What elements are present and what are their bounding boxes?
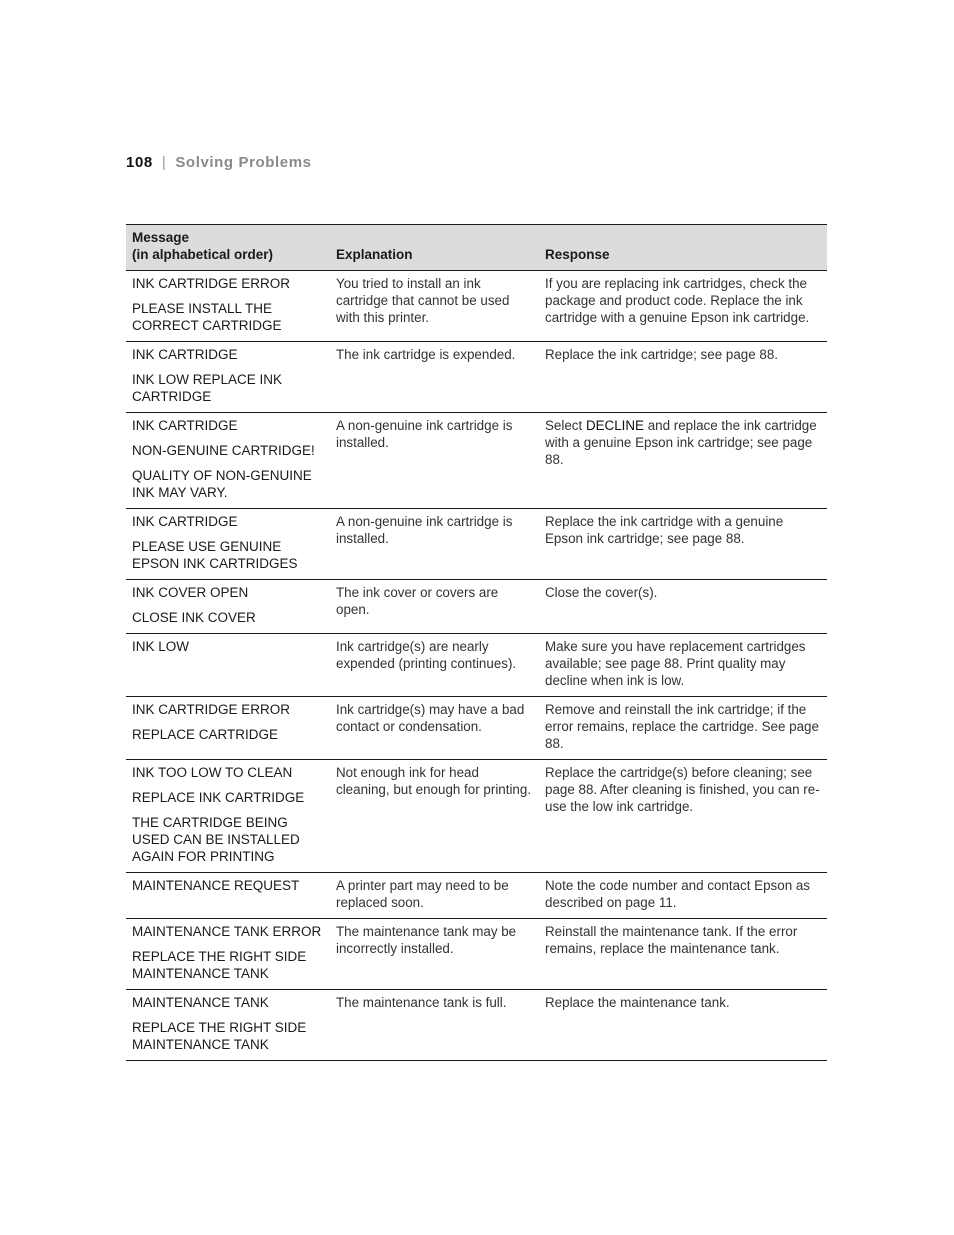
column-header-response (539, 225, 827, 271)
explanation-cell: The maintenance tank is full. (336, 995, 507, 1010)
response-text: Close the cover(s). (545, 585, 658, 600)
message-text: NON-GENUINE CARTRIDGE! (132, 443, 315, 458)
table-row (126, 413, 827, 509)
message-text: INK CARTRIDGE ERROR (132, 702, 291, 717)
response-cell (539, 271, 827, 342)
message-text: INK CARTRIDGE (132, 418, 238, 433)
response-text: Replace the maintenance tank. (545, 995, 730, 1010)
table-row (126, 873, 827, 919)
table-row (126, 760, 827, 873)
message-text: REPLACE INK CARTRIDGE (132, 790, 305, 805)
response-cell (539, 697, 827, 760)
table-body (126, 271, 827, 1061)
response-keyword: DECLINE (585, 418, 644, 433)
column-header-text: Message (132, 230, 190, 245)
header-separator: | (161, 154, 167, 171)
message-text: REPLACE THE RIGHT SIDE MAINTENANCE TANK (132, 949, 307, 981)
column-header-message (126, 225, 330, 271)
response-text: Note the code number and contact Epson as described on page 11. (545, 878, 811, 910)
table-row (126, 990, 827, 1061)
response-cell (539, 509, 827, 580)
response-cell (539, 413, 827, 509)
explanation-cell: A non-genuine ink cartridge is installed. (336, 514, 513, 546)
table-header (126, 225, 827, 271)
page-header (126, 154, 312, 171)
message-text: QUALITY OF NON-GENUINE INK MAY VARY. (132, 468, 312, 500)
table-row (126, 271, 827, 342)
response-text: Reinstall the maintenance tank. If the error remains, replace the maintenance tank. (545, 924, 798, 956)
message-text: INK CARTRIDGE ERROR (132, 276, 291, 291)
table-row (126, 342, 827, 413)
message-text: PLEASE INSTALL THE CORRECT CARTRIDGE (132, 301, 282, 333)
explanation-cell: The maintenance tank may be incorrectly installed. (336, 924, 517, 956)
message-text: INK COVER OPEN (132, 585, 249, 600)
response-cell (539, 919, 827, 990)
message-cell (126, 580, 330, 634)
response-text: and replace the ink cartridge with a genuine Epson ink cartridge; see page 88. (545, 418, 817, 467)
response-cell (539, 634, 827, 697)
message-cell (126, 509, 330, 580)
response-text: Replace the ink cartridge; see page 88. (545, 347, 778, 362)
message-text: INK LOW REPLACE INK CARTRIDGE (132, 372, 283, 404)
message-cell (126, 634, 330, 697)
message-cell (126, 342, 330, 413)
column-header-explanation (330, 225, 539, 271)
explanation-cell: You tried to install an ink cartridge that cannot be used with this printer. (336, 276, 510, 325)
explanation-cell: The ink cover or covers are open. (336, 585, 499, 617)
explanation-cell: The ink cartridge is expended. (336, 347, 516, 362)
page-number: 108 (126, 154, 153, 171)
message-text: PLEASE USE GENUINE EPSON INK CARTRIDGES (132, 539, 298, 571)
response-text: If you are replacing ink cartridges, check the package and product code. Replace the ink cartridge with a genuine Epson ink cartridge. (545, 276, 810, 325)
response-cell (539, 873, 827, 919)
table-header-row (126, 225, 827, 271)
response-cell (539, 342, 827, 413)
message-text: INK LOW (132, 639, 190, 654)
response-text: Replace the cartridge(s) before cleaning; see page 88. After cleaning is finished, you can re-use the low ink cartridge. (545, 765, 820, 814)
response-cell (539, 990, 827, 1061)
column-header-text: Explanation (336, 247, 413, 262)
message-text: INK CARTRIDGE (132, 347, 238, 362)
message-cell (126, 697, 330, 760)
response-cell (539, 760, 827, 873)
message-text: MAINTENANCE TANK ERROR (132, 924, 322, 939)
response-text: Replace the ink cartridge with a genuine Epson ink cartridge; see page 88. (545, 514, 784, 546)
response-text: Select (545, 418, 586, 433)
explanation-cell: Ink cartridge(s) are nearly expended (printing continues). (336, 639, 517, 671)
table-row (126, 509, 827, 580)
message-text: INK CARTRIDGE (132, 514, 238, 529)
message-cell (126, 873, 330, 919)
message-text: REPLACE CARTRIDGE (132, 727, 279, 742)
message-text: INK TOO LOW TO CLEAN (132, 765, 293, 780)
explanation-cell: A printer part may need to be replaced soon. (336, 878, 509, 910)
message-text: REPLACE THE RIGHT SIDE MAINTENANCE TANK (132, 1020, 307, 1052)
message-text: CLOSE INK COVER (132, 610, 256, 625)
column-header-text: (in alphabetical order) (132, 247, 274, 262)
response-text: Remove and reinstall the ink cartridge; if the error remains, replace the cartridge. See page 88. (545, 702, 819, 751)
message-text: MAINTENANCE REQUEST (132, 878, 300, 893)
section-title: Solving Problems (175, 154, 312, 171)
response-cell (539, 580, 827, 634)
explanation-cell: A non-genuine ink cartridge is installed. (336, 418, 513, 450)
table-row (126, 580, 827, 634)
table-row (126, 919, 827, 990)
message-cell (126, 760, 330, 873)
column-header-text: Response (545, 247, 610, 262)
message-cell (126, 413, 330, 509)
explanation-cell: Not enough ink for head cleaning, but enough for printing. (336, 765, 532, 797)
table-row (126, 634, 827, 697)
explanation-cell: Ink cartridge(s) may have a bad contact or condensation. (336, 702, 525, 734)
message-text: MAINTENANCE TANK (132, 995, 269, 1010)
message-cell (126, 990, 330, 1061)
message-cell (126, 919, 330, 990)
error-message-table (126, 224, 827, 1061)
message-cell (126, 271, 330, 342)
table-row (126, 697, 827, 760)
response-text: Make sure you have replacement cartridges available; see page 88. Print quality may decline when ink is low. (545, 639, 806, 688)
message-text: THE CARTRIDGE BEING USED CAN BE INSTALLED AGAIN FOR PRINTING (132, 815, 300, 864)
